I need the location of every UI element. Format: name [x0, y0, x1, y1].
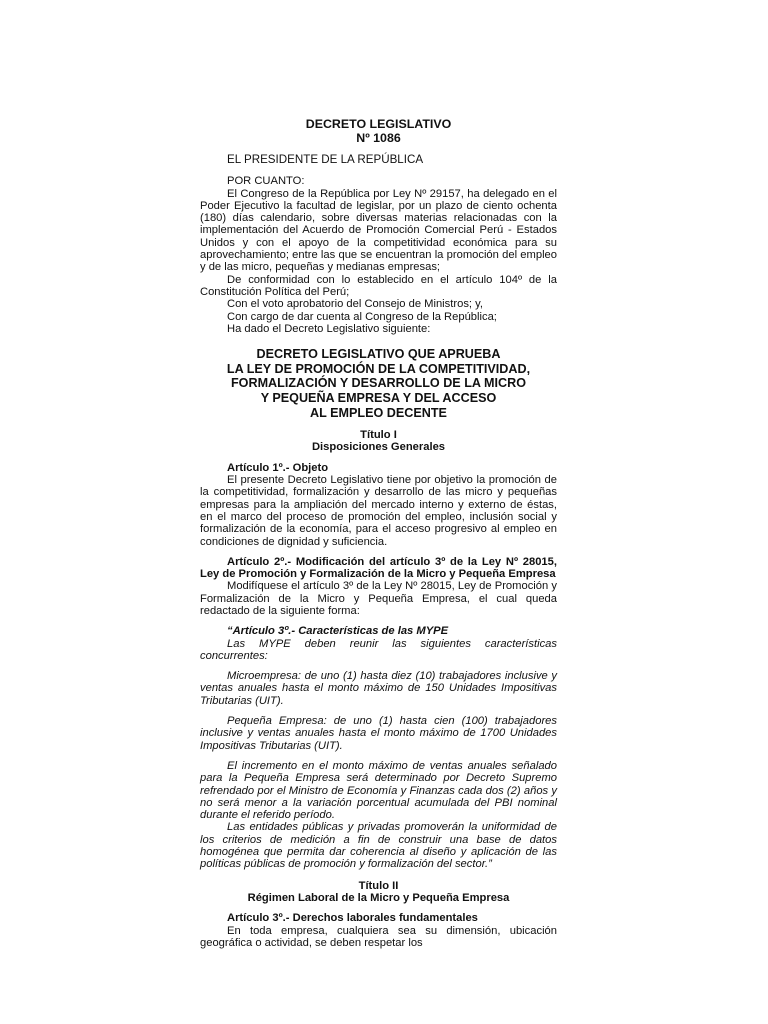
- titulo-name: Régimen Laboral de la Micro y Pequeña Empresa: [247, 891, 510, 904]
- president-line: EL PRESIDENTE DE LA REPÚBLICA: [227, 153, 424, 166]
- titulo-1-heading: [200, 429, 557, 454]
- article-body: Modifíquese el artículo 3º de la Ley Nº 28015, Ley de Promoción y Formalización de la Micro y Pequeña Empresa, el cual queda redactado de la siguiente forma:: [200, 580, 557, 617]
- main-title-line: LA LEY DE PROMOCIÓN DE LA COMPETITIVIDAD,: [226, 361, 531, 376]
- article-3: [200, 912, 557, 949]
- preamble-paragraph: De conformidad con lo establecido en el artículo 104º de la Constitución Política del Perú;: [200, 273, 557, 298]
- incremento-paragraph: El incremento en el monto máximo de ventas anuales señalado para la Pequeña Empresa será determinado por Decreto Supremo refrendado por el Ministro de Economía y Finanzas cada dos (2) años y no será menor a la variación porcentual acumulada del PBI nominal durante el referido período.: [200, 759, 557, 822]
- decree-header: [200, 118, 557, 145]
- article-body: En toda empresa, cualquiera sea su dimensión, ubicación geográfica o actividad, se deben respetar los: [200, 924, 557, 949]
- main-title-line: FORMALIZACIÓN Y DESARROLLO DE LA MICRO: [230, 376, 527, 391]
- quoted-intro: Las MYPE deben reunir las siguientes características concurrentes:: [200, 637, 557, 662]
- por-cuanto-line: POR CUANTO:: [227, 175, 305, 188]
- main-title-line: AL EMPLEO DECENTE: [310, 405, 447, 420]
- titulo-name: Disposiciones Generales: [311, 441, 446, 454]
- quoted-article-heading: “Artículo 3º.- Características de las MYPE: [227, 625, 449, 638]
- decree-title: DECRETO LEGISLATIVO: [305, 117, 452, 131]
- article-body: El presente Decreto Legislativo tiene por objetivo la promoción de la competitividad, formalización y desarrollo de las micro y pequeñas empresas para la ampliación del mercado interno y externo de éstas, en el marco del proceso de promoción del empleo, inclusión social y formalización de la economía, para el acceso progresivo al empleo en condiciones de dignidad y suficiencia.: [200, 474, 557, 548]
- preamble-paragraph: Con cargo de dar cuenta al Congreso de la República;: [227, 310, 497, 323]
- article-heading: Artículo 2º.- Modificación del artículo 3º de la Ley Nº 28015, Ley de Promoción y Formalización de la Micro y Pequeña Empresa: [200, 555, 557, 581]
- main-title-line: Y PEQUEÑA EMPRESA Y DEL ACCESO: [260, 390, 497, 405]
- decree-number: Nº 1086: [356, 130, 401, 145]
- pequena-empresa-paragraph: Pequeña Empresa: de uno (1) hasta cien (100) trabajadores inclusive y ventas anuales hasta el monto máximo de 1700 Unidades Impositivas Tributarias (UIT).: [200, 715, 557, 752]
- titulo-label: Título I: [360, 429, 397, 442]
- article-2: [200, 556, 557, 617]
- entidades-paragraph: Las entidades públicas y privadas promoverán la uniformidad de los criterios de medición a fin de construir una base de datos homogénea que permita dar coherencia al diseño y aplicación de las políticas públicas de promoción y formalización del sector.”: [200, 821, 557, 871]
- document-page: [200, 118, 557, 949]
- microempresa-paragraph: Microempresa: de uno (1) hasta diez (10) trabajadores inclusive y ventas anuales hasta el monto máximo de 150 Unidades Impositivas Tributarias (UIT).: [200, 670, 557, 707]
- main-title: [200, 347, 557, 420]
- article-heading: Artículo 3º.- Derechos laborales fundamentales: [227, 912, 478, 925]
- article-heading: Artículo 1º.- Objeto: [227, 461, 329, 474]
- preamble-paragraph: Ha dado el Decreto Legislativo siguiente:: [227, 322, 431, 335]
- article-1: [200, 462, 557, 548]
- main-title-line: DECRETO LEGISLATIVO QUE APRUEBA: [256, 347, 501, 362]
- quoted-article-3: [200, 625, 557, 870]
- titulo-label: Título II: [358, 879, 399, 892]
- titulo-2-heading: [200, 880, 557, 905]
- preamble-paragraph: El Congreso de la República por Ley Nº 29157, ha delegado en el Poder Ejecutivo la facultad de legislar, por un plazo de ciento ochenta (180) días calendario, sobre diversas materias relacionadas con la implementación del Acuerdo de Promoción Comercial Perú - Estados Unidos y con el apoyo de la competitividad económica para su aprovechamiento; entre las que se encuentran la promoción del empleo y de las micro, pequeñas y medianas empresas;: [200, 187, 557, 274]
- preamble-paragraph: Con el voto aprobatorio del Consejo de Ministros; y,: [227, 298, 483, 311]
